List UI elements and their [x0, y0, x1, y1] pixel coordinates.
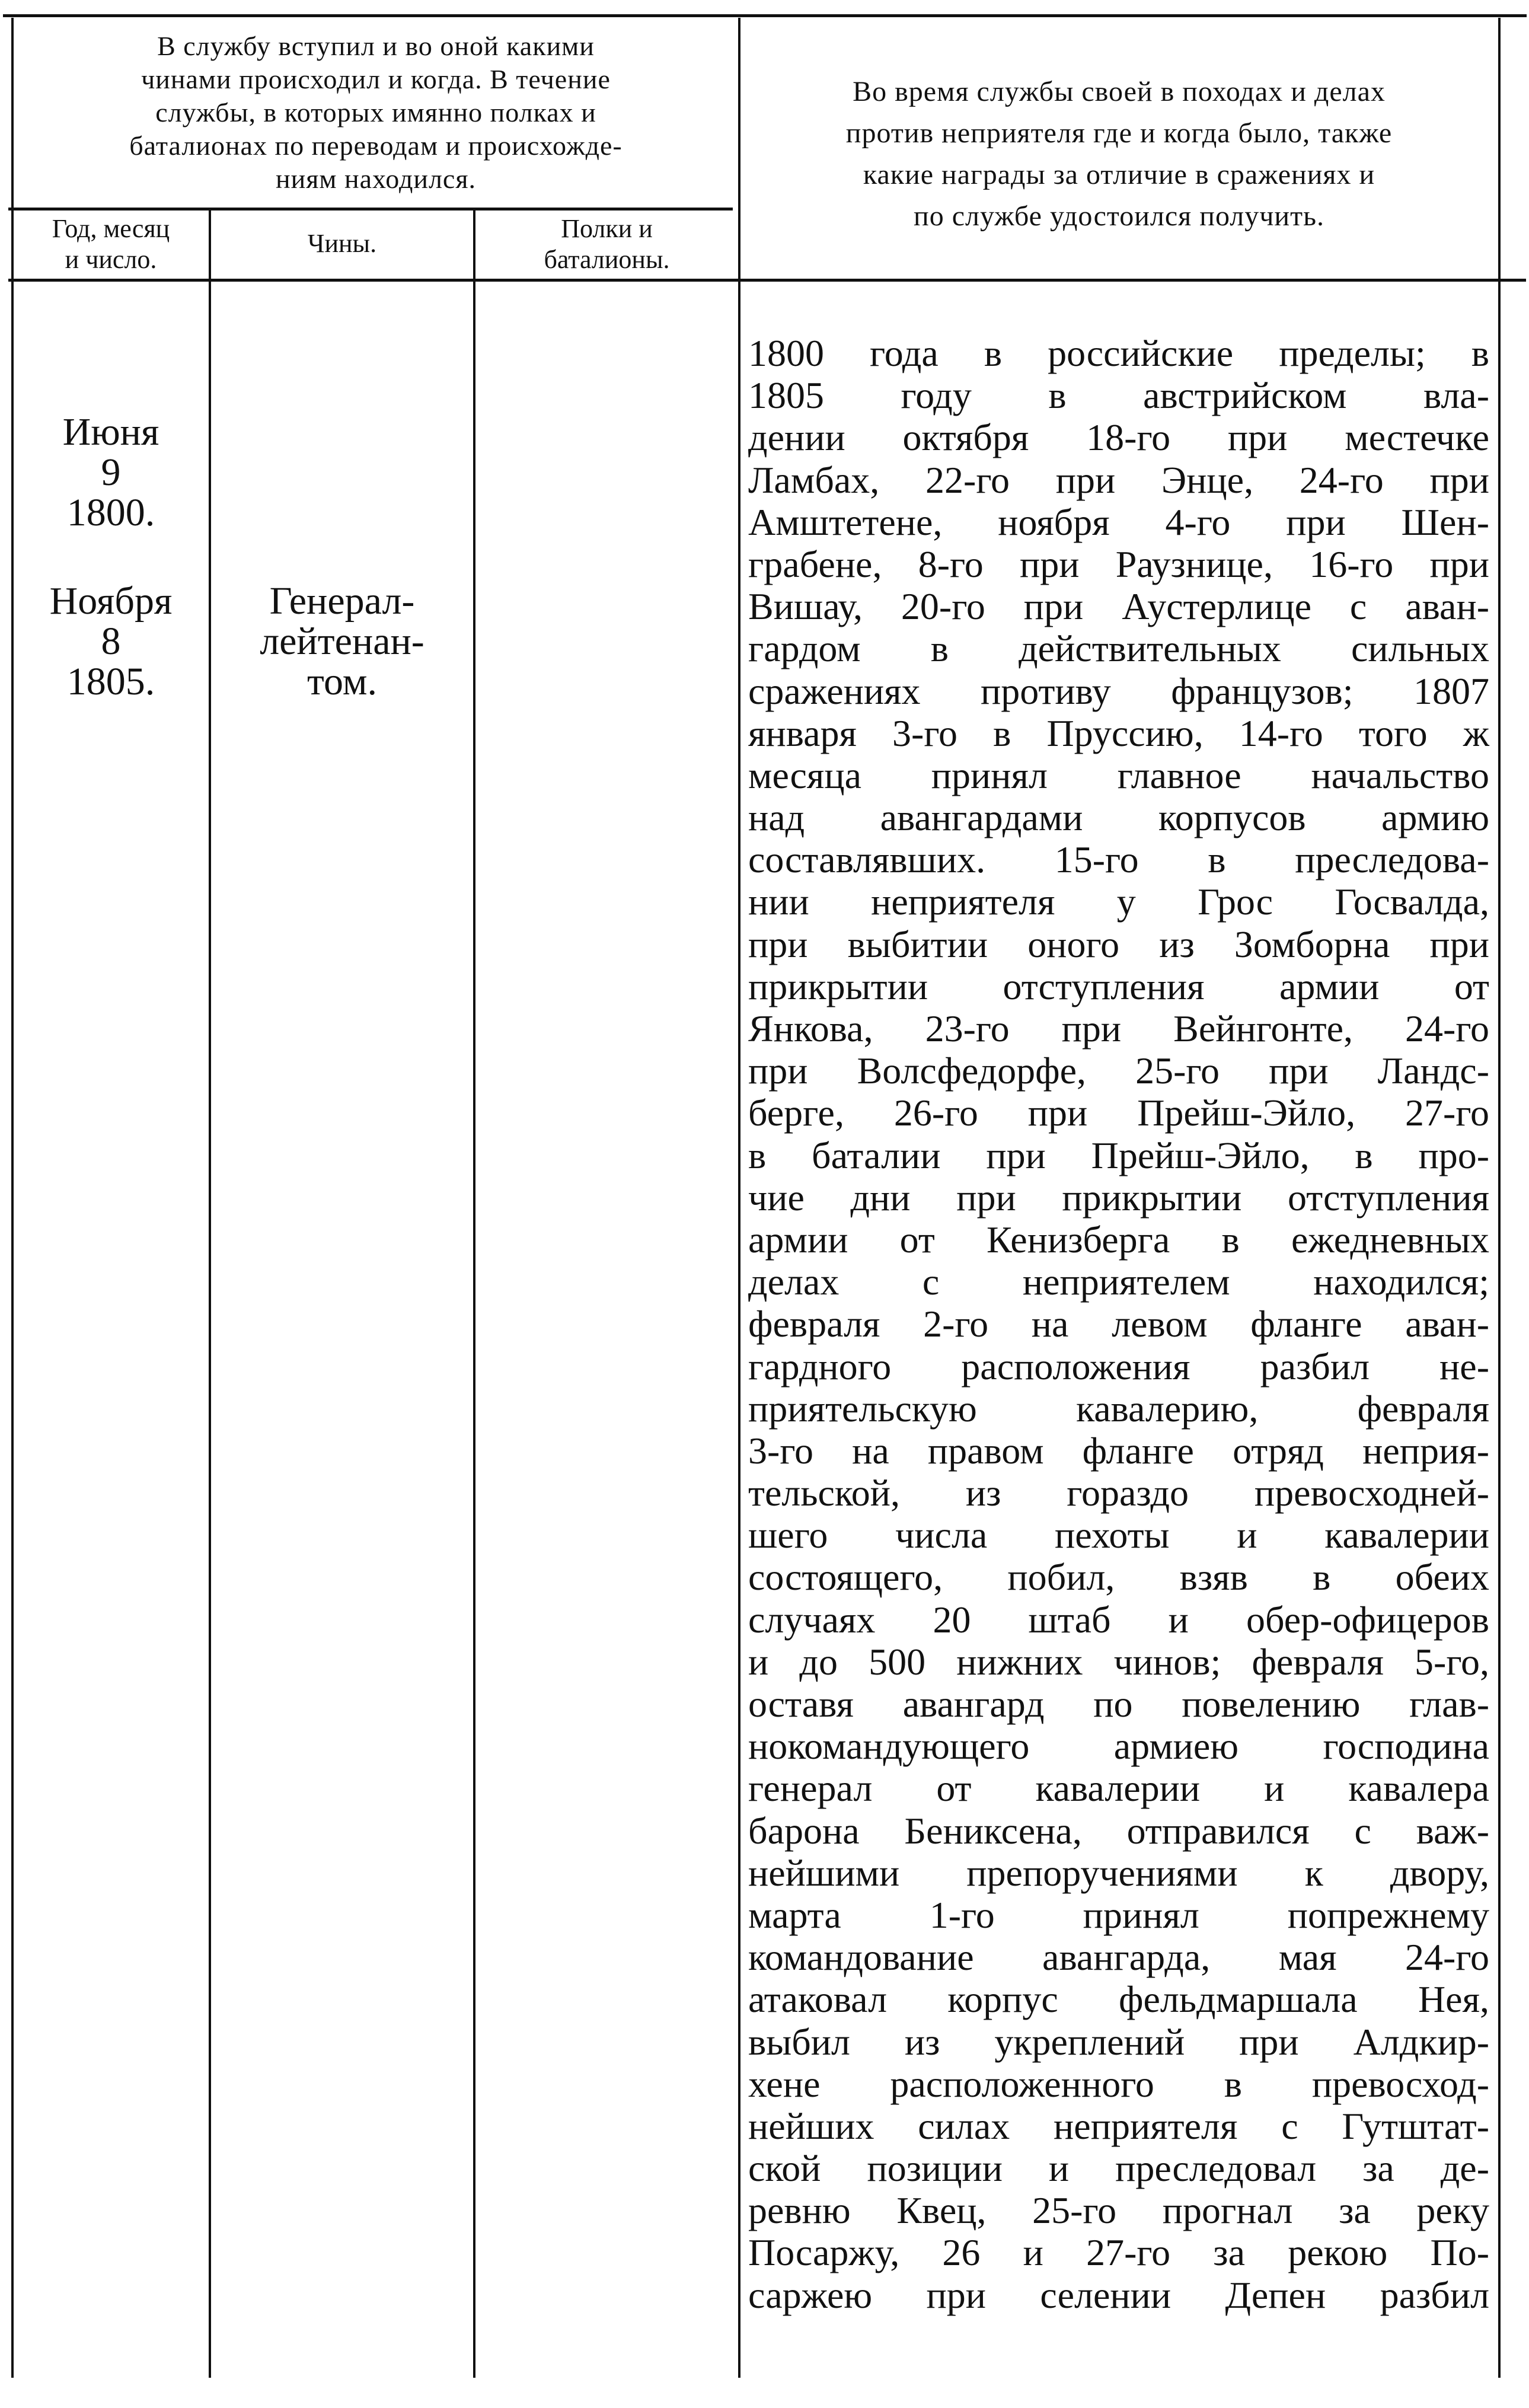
- date-month: Ноября: [49, 579, 173, 623]
- text-line: над авангардами корпусов армию: [748, 796, 1489, 839]
- text-line: 1800 года в российские пределы; в: [748, 332, 1489, 374]
- text-line: января 3-го в Пруссию, 14-го того ж: [748, 712, 1489, 754]
- text-line: Амштетене, ноября 4-го при Шен-: [748, 500, 1489, 543]
- date-day: 8: [101, 620, 121, 663]
- text-line: чие дни при прикрытии отступления: [748, 1176, 1489, 1219]
- text-line: при Волсфедорфе, 25-го при Ландс-: [748, 1050, 1489, 1092]
- text-line: генерал от кавалерии и кавалера: [748, 1767, 1489, 1810]
- header-line: против неприятеля где и когда было, также: [845, 117, 1393, 149]
- header-line: Год, месяц: [52, 214, 170, 243]
- campaign-text: [748, 332, 1489, 2316]
- text-line: нии неприятеля у Грос Госвалда,: [748, 881, 1489, 923]
- text-line: 1805 году в австрийском вла-: [748, 374, 1489, 417]
- date-entry: [13, 412, 209, 533]
- text-line: нейшими препоручениями к двору,: [748, 1851, 1489, 1894]
- column-header-date: [13, 213, 209, 275]
- column-divider-date-rank: [209, 210, 211, 2378]
- text-line: гардного расположения разбил не-: [748, 1345, 1489, 1388]
- header-line: какие награды за отличие в сражениях и: [863, 159, 1375, 190]
- text-line: армии от Кенизберга в ежедневных: [748, 1218, 1489, 1261]
- header-line: и число.: [65, 245, 157, 274]
- subheader-rule: [8, 208, 733, 210]
- table-top-rule: [3, 14, 1527, 17]
- service-header: [14, 30, 738, 196]
- text-line: марта 1-го принял попрежнему: [748, 1893, 1489, 1936]
- text-line: барона Бениксена, отправился с важ-: [748, 1809, 1489, 1852]
- header-bottom-rule: [8, 279, 1526, 282]
- text-line: оставя авангард по повелению глав-: [748, 1683, 1489, 1725]
- text-line: Ламбах, 22-го при Энце, 24-го при: [748, 458, 1489, 501]
- header-line: баталионах по переводам и происхожде-: [129, 130, 623, 161]
- date-year: 1805.: [66, 660, 155, 703]
- text-line: и до 500 нижних чинов; февраля 5-го,: [748, 1640, 1489, 1683]
- date-month: Июня: [62, 410, 159, 454]
- table-right-border: [1498, 18, 1501, 2378]
- text-line: Вишау, 20-го при Аустерлице с аван-: [748, 585, 1489, 628]
- text-line: Янкова, 23-го при Вейнгонте, 24-го: [748, 1007, 1489, 1050]
- text-line: тельской, из гораздо превосходней-: [748, 1472, 1489, 1514]
- date-entry: [13, 581, 209, 702]
- text-line: ревню Квец, 25-го прогнал за реку: [748, 2189, 1489, 2232]
- table-left-border: [11, 18, 14, 2378]
- text-line: при выбитии оного из Зомборна при: [748, 923, 1489, 965]
- column-divider-main: [738, 18, 740, 2378]
- text-line: нейших силах неприятеля с Гутштат-: [748, 2104, 1489, 2147]
- text-line: нокомандующего армиею господина: [748, 1725, 1489, 1768]
- text-line: составлявших. 15-го в преследова-: [748, 838, 1489, 881]
- text-line: в баталии при Прейш-Эйло, в про-: [748, 1134, 1489, 1176]
- header-line: ниям находился.: [275, 164, 476, 194]
- column-header-regiments: [475, 213, 738, 275]
- rank-line: том.: [307, 660, 377, 703]
- text-line: случаях 20 штаб и обер-офицеров: [748, 1598, 1489, 1641]
- text-line: командование авангарда, мая 24-го: [748, 1936, 1489, 1979]
- text-line: делах с неприятелем находился;: [748, 1261, 1489, 1303]
- date-day: 9: [101, 451, 121, 494]
- header-line: по службе удостоился получить.: [914, 200, 1324, 232]
- column-header-rank: Чины.: [307, 229, 377, 258]
- campaigns-header: [741, 71, 1497, 237]
- header-line: баталионы.: [544, 245, 670, 274]
- text-line: ской позиции и преследовал за де-: [748, 2147, 1489, 2190]
- header-line: службы, в которых имянно полках и: [155, 97, 596, 127]
- text-line: Посаржу, 26 и 27-го за рекою По-: [748, 2231, 1489, 2274]
- text-line: грабене, 8-го при Раузнице, 16-го при: [748, 543, 1489, 585]
- text-line: прикрытии отступления армии от: [748, 965, 1489, 1007]
- text-line: шего числа пехоты и кавалерии: [748, 1514, 1489, 1557]
- text-line: февраля 2-го на левом фланге аван-: [748, 1303, 1489, 1345]
- text-line: выбил из укреплений при Алдкир-: [748, 2020, 1489, 2063]
- text-line: приятельскую кавалерию, февраля: [748, 1387, 1489, 1430]
- text-line: саржею при селении Депен разбил: [748, 2273, 1489, 2316]
- column-divider-rank-regiments: [473, 210, 475, 2378]
- header-line: Полки и: [561, 214, 653, 243]
- text-line: хене расположенного в превосход-: [748, 2062, 1489, 2105]
- header-line: Во время службы своей в походах и делах: [853, 76, 1386, 107]
- rank-line: лейтенан-: [260, 620, 424, 663]
- rank-line: Генерал-: [269, 579, 415, 623]
- text-line: дении октября 18-го при местечке: [748, 416, 1489, 459]
- text-line: сражениях противу французов; 1807: [748, 669, 1489, 712]
- date-year: 1800.: [66, 491, 155, 534]
- rank-entry: [211, 581, 473, 702]
- header-line: В службу вступил и во оной какими: [157, 31, 595, 61]
- text-line: атаковал корпус фельдмаршала Нея,: [748, 1978, 1489, 2021]
- text-line: берге, 26-го при Прейш-Эйло, 27-го: [748, 1092, 1489, 1134]
- text-line: гардом в действительных сильных: [748, 627, 1489, 670]
- header-line: чинами происходил и когда. В течение: [141, 64, 611, 94]
- text-line: месяца принял главное начальство: [748, 754, 1489, 796]
- text-line: состоящего, побил, взяв в обеих: [748, 1556, 1489, 1599]
- text-line: 3-го на правом фланге отряд неприя-: [748, 1429, 1489, 1472]
